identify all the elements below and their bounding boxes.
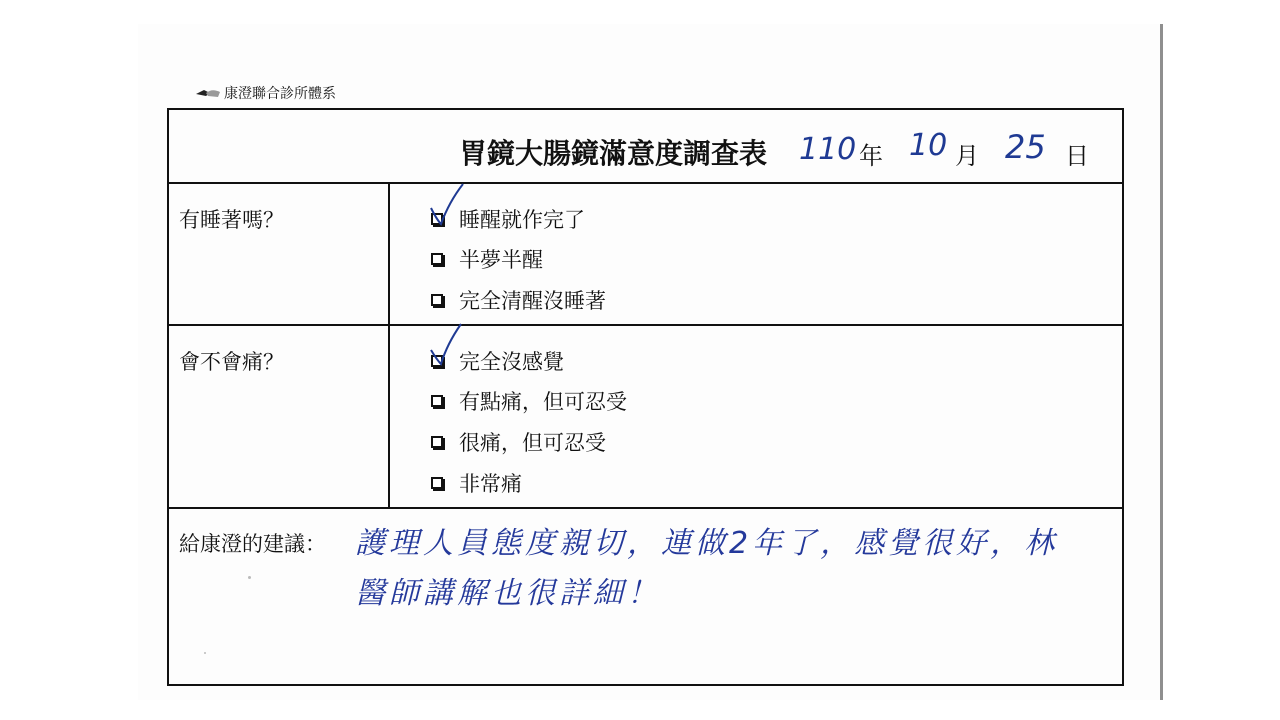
org-header bbox=[196, 83, 336, 103]
scan-speck bbox=[204, 652, 206, 654]
checkbox[interactable] bbox=[431, 253, 443, 265]
option-pain-2[interactable] bbox=[431, 386, 627, 416]
divider-title bbox=[169, 182, 1122, 184]
suggestion-handwritten-line1: 護理人員態度親切，連做2年了，感覺很好，林 bbox=[355, 526, 1059, 561]
option-pain-4[interactable] bbox=[431, 468, 522, 498]
date-year-handwritten: 110 bbox=[799, 132, 857, 167]
option-label: 非常痛 bbox=[459, 472, 522, 496]
scan-speck bbox=[248, 576, 251, 579]
checkmark-icon bbox=[427, 320, 467, 370]
form-title: 胃鏡大腸鏡滿意度調查表 bbox=[459, 137, 768, 170]
checkbox[interactable] bbox=[431, 436, 443, 448]
option-sleep-3[interactable] bbox=[431, 285, 606, 315]
option-label: 有點痛，但可忍受 bbox=[459, 390, 627, 414]
clinic-logo-icon bbox=[196, 88, 220, 98]
question-sleep-label: 有睡著嗎？ bbox=[179, 208, 284, 232]
survey-form bbox=[167, 108, 1124, 686]
suggestion-label: 給康澄的建議： bbox=[179, 532, 326, 556]
suggestion-handwritten-line2: 醫師講解也很詳細！ bbox=[355, 576, 661, 611]
option-label: 完全沒感覺 bbox=[459, 350, 564, 374]
org-name: 康澄聯合診所體系 bbox=[224, 86, 336, 102]
option-pain-3[interactable] bbox=[431, 427, 606, 457]
checkbox[interactable] bbox=[431, 395, 443, 407]
date-year-label: 年 bbox=[859, 142, 883, 170]
date-day-handwritten: 25 bbox=[1005, 128, 1046, 166]
option-sleep-2[interactable] bbox=[431, 244, 543, 274]
checkmark-icon bbox=[427, 180, 467, 230]
option-label: 很痛，但可忍受 bbox=[459, 431, 606, 455]
date-day-label: 日 bbox=[1065, 142, 1089, 170]
divider-q2 bbox=[169, 507, 1122, 509]
checkbox[interactable] bbox=[431, 477, 443, 489]
divider-q1 bbox=[169, 324, 1122, 326]
option-label: 睡醒就作完了 bbox=[459, 208, 585, 232]
column-divider bbox=[388, 184, 390, 507]
option-label: 半夢半醒 bbox=[459, 248, 543, 272]
date-month-handwritten: 10 bbox=[909, 128, 948, 163]
date-month-label: 月 bbox=[955, 142, 979, 170]
scan-edge bbox=[1160, 24, 1163, 700]
option-label: 完全清醒沒睡著 bbox=[459, 289, 606, 313]
checkbox[interactable] bbox=[431, 294, 443, 306]
question-pain-label: 會不會痛？ bbox=[179, 350, 284, 374]
